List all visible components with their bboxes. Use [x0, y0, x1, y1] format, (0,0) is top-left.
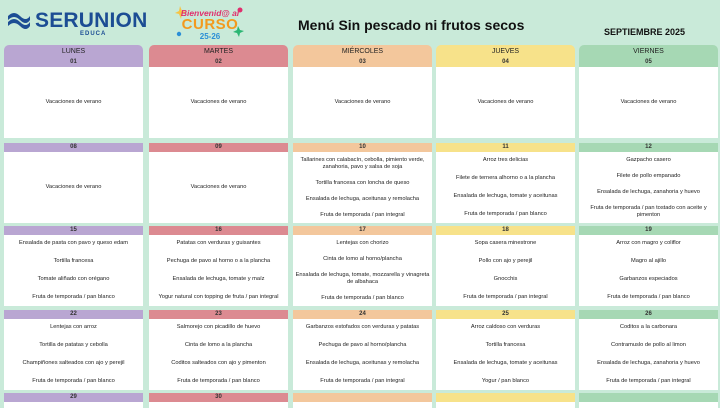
day-date: 08	[4, 143, 143, 152]
day-date: 25	[436, 310, 575, 319]
day-menu	[6, 67, 141, 138]
menu-item: Champiñones salteados con ajo y perejil	[22, 359, 125, 366]
day-date	[293, 393, 432, 402]
menu-item: Cinta de lomo a la plancha	[184, 342, 253, 349]
day-menu	[581, 235, 716, 306]
day-cell	[436, 58, 575, 138]
menu-item: Fruta de temporada / pan tostado con aceite y pimenton	[590, 204, 707, 218]
day-cell	[436, 226, 575, 306]
day-menu	[6, 402, 141, 408]
menu-item: Ensalada de lechuga, zanahoria y huevo	[597, 188, 700, 195]
welcome-badge	[174, 2, 246, 42]
menu-item: Arroz caldoso con verduras	[470, 324, 541, 331]
menu-item: Fruta de temporada / pan integral	[463, 293, 548, 300]
day-cell	[579, 58, 718, 138]
day-date: 23	[149, 310, 288, 319]
menu-item: Yogur / pan blanco	[481, 377, 530, 384]
menu-item: Ensalada de pasta con pavo y queso edam	[18, 240, 129, 247]
menu-item: Fruta de temporada / pan blanco	[177, 377, 260, 384]
day-date	[579, 393, 718, 402]
day-menu	[151, 319, 286, 390]
menu-item: Vacaciones de verano	[190, 184, 247, 190]
day-header: JUEVES	[436, 45, 575, 58]
day-cell	[4, 58, 143, 138]
menu-item: Tomate aliñado con orégano	[37, 275, 110, 282]
month-label: SEPTIEMBRE 2025	[604, 27, 686, 37]
menu-item: Garbanzos especiados	[619, 275, 678, 282]
day-cell	[436, 143, 575, 223]
day-cell	[579, 226, 718, 306]
day-menu	[295, 152, 430, 223]
menu-title: Menú Sin pescado ni frutos secos	[298, 17, 525, 33]
menu-item: Fruta de temporada / pan integral	[320, 377, 405, 384]
menu-item: Fruta de temporada / pan blanco	[321, 294, 404, 301]
menu-item: Tortilla francesa	[53, 258, 94, 265]
day-date: 03	[293, 58, 432, 67]
brand-sub: EDUCA	[80, 31, 107, 37]
day-cell	[293, 58, 432, 138]
day-cell	[293, 226, 432, 306]
menu-item: Fruta de temporada / pan blanco	[32, 293, 115, 300]
day-date: 16	[149, 226, 288, 235]
day-cell	[293, 393, 432, 408]
day-cell	[149, 393, 288, 408]
day-menu	[581, 402, 716, 408]
day-date: 22	[4, 310, 143, 319]
badge-line1: Bienvenid@ al	[180, 8, 240, 18]
day-header: LUNES	[4, 45, 143, 58]
menu-item: Gnocchis	[493, 275, 518, 282]
menu-item: Fruta de temporada / pan integral	[606, 377, 691, 384]
day-date: 10	[293, 143, 432, 152]
menu-item: Filete de ternera alhorno o a la plancha	[456, 175, 555, 182]
day-date: 24	[293, 310, 432, 319]
menu-item: Lentejas con chorizo	[336, 239, 389, 246]
day-cell	[4, 310, 143, 390]
menu-item: Arroz con magro y coliflor	[616, 240, 681, 247]
menu-item: Gazpacho casero	[626, 156, 671, 163]
menu-item: Vacaciones de verano	[334, 99, 391, 105]
menu-item: Coditos a la carbonara	[619, 324, 678, 331]
menu-item: Tortilla francesa	[485, 342, 526, 349]
menu-item: Pechuga de pavo al horno/plancha	[318, 342, 407, 349]
day-cell	[149, 310, 288, 390]
day-date: 17	[293, 226, 432, 235]
menu-item: Ensalada de lechuga, aceitunas y remolacha	[305, 195, 420, 202]
badge-line2: CURSO	[181, 16, 239, 33]
serunion-logo	[6, 10, 147, 32]
menu-item: Vacaciones de verano	[190, 99, 247, 105]
menu-item: Tortilla francesa con loncha de queso	[315, 179, 410, 186]
day-headers	[4, 45, 720, 58]
day-menu	[295, 67, 430, 138]
menu-item: Magro al ajillo	[630, 258, 667, 265]
day-cell	[4, 226, 143, 306]
day-header: VIERNES	[579, 45, 718, 58]
day-cell	[149, 58, 288, 138]
day-menu	[6, 319, 141, 390]
day-menu	[295, 235, 430, 306]
day-menu	[151, 67, 286, 138]
day-date: 11	[436, 143, 575, 152]
serunion-logo-icon	[6, 10, 32, 32]
day-date	[436, 393, 575, 402]
menu-item: Vacaciones de verano	[477, 99, 534, 105]
day-menu	[438, 152, 573, 223]
menu-item: Fruta de temporada / pan blanco	[607, 293, 690, 300]
day-date: 09	[149, 143, 288, 152]
menu-item: Lentejas con arroz	[50, 324, 97, 331]
menu-item: Arroz tres delicias	[482, 157, 529, 164]
badge-line3: 25-26	[199, 32, 221, 41]
menu-item: Ensalada de lechuga, aceitunas y remolacha	[305, 359, 420, 366]
day-cell	[293, 143, 432, 223]
header	[0, 0, 720, 44]
day-menu	[151, 235, 286, 306]
day-date: 04	[436, 58, 575, 67]
day-cell	[293, 310, 432, 390]
day-menu	[438, 235, 573, 306]
menu-item: Fruta de temporada / pan blanco	[32, 377, 115, 384]
day-menu	[438, 319, 573, 390]
menu-item: Garbanzos estofados con verduras y patatas	[305, 324, 420, 331]
day-date: 05	[579, 58, 718, 67]
day-menu	[438, 67, 573, 138]
menu-item: Pollo con ajo y perejil	[478, 258, 533, 265]
day-date: 02	[149, 58, 288, 67]
day-date: 26	[579, 310, 718, 319]
day-date: 19	[579, 226, 718, 235]
menu-item: Ensalada de lechuga, tomate y aceitunas	[453, 359, 558, 366]
day-date: 01	[4, 58, 143, 67]
menu-item: Sopa casera minestrone	[474, 240, 537, 247]
day-menu	[438, 402, 573, 408]
menu-item: Pechuga de pavo al horno o a la plancha	[166, 258, 271, 265]
menu-item: Tallarines con calabacín, cebolla, pimiento verde, zanahoria, pavo y salsa de soja	[300, 156, 425, 170]
menu-item: Ensalada de lechuga, zanahoria y huevo	[597, 359, 700, 366]
day-date: 29	[4, 393, 143, 402]
menu-item: Patatas con verduras y guisantes	[176, 240, 261, 247]
day-cell	[436, 310, 575, 390]
menu-calendar	[4, 58, 720, 408]
menu-item: Yogur natural con topping de fruta / pan integral	[158, 293, 279, 300]
day-cell	[149, 143, 288, 223]
menu-item: Ensalada de lechuga, tomate y aceitunas	[453, 192, 558, 199]
menu-item: Ensalada de lechuga, tomate y maíz	[172, 275, 265, 282]
menu-item: Ensalada de lechuga, tomate, mozzarella y vinagreta de albahaca	[295, 271, 430, 285]
day-date: 30	[149, 393, 288, 402]
brand-name: SERUNION	[35, 9, 148, 32]
day-cell	[4, 143, 143, 223]
day-header: MARTES	[149, 45, 288, 58]
day-cell	[436, 393, 575, 408]
menu-item: Fruta de temporada / pan blanco	[464, 210, 547, 217]
day-menu	[6, 152, 141, 223]
menu-item: Cinta de lomo al horno/plancha	[323, 255, 402, 262]
day-menu	[151, 402, 286, 408]
day-menu	[581, 319, 716, 390]
menu-item: Vacaciones de verano	[620, 99, 677, 105]
menu-item: Vacaciones de verano	[45, 184, 102, 190]
day-date: 12	[579, 143, 718, 152]
day-cell	[579, 393, 718, 408]
day-cell	[149, 226, 288, 306]
menu-item: Tortilla de patatas y cebolla	[39, 342, 108, 349]
day-date: 15	[4, 226, 143, 235]
day-cell	[4, 393, 143, 408]
day-menu	[6, 235, 141, 306]
day-menu	[295, 402, 430, 408]
day-header: MIÉRCOLES	[293, 45, 432, 58]
menu-item: Contramuslo de pollo al limon	[611, 342, 686, 349]
day-menu	[581, 67, 716, 138]
day-cell	[579, 310, 718, 390]
day-menu	[151, 152, 286, 223]
menu-item: Fruta de temporada / pan integral	[320, 211, 405, 218]
day-date: 18	[436, 226, 575, 235]
menu-item: Filete de pollo empanado	[616, 172, 681, 179]
day-menu	[295, 319, 430, 390]
day-menu	[581, 152, 716, 223]
menu-item: Salmorejo con picadillo de huevo	[176, 324, 261, 331]
menu-item: Vacaciones de verano	[45, 99, 102, 105]
day-cell	[579, 143, 718, 223]
menu-item: Coditos salteados con ajo y pimenton	[171, 359, 266, 366]
